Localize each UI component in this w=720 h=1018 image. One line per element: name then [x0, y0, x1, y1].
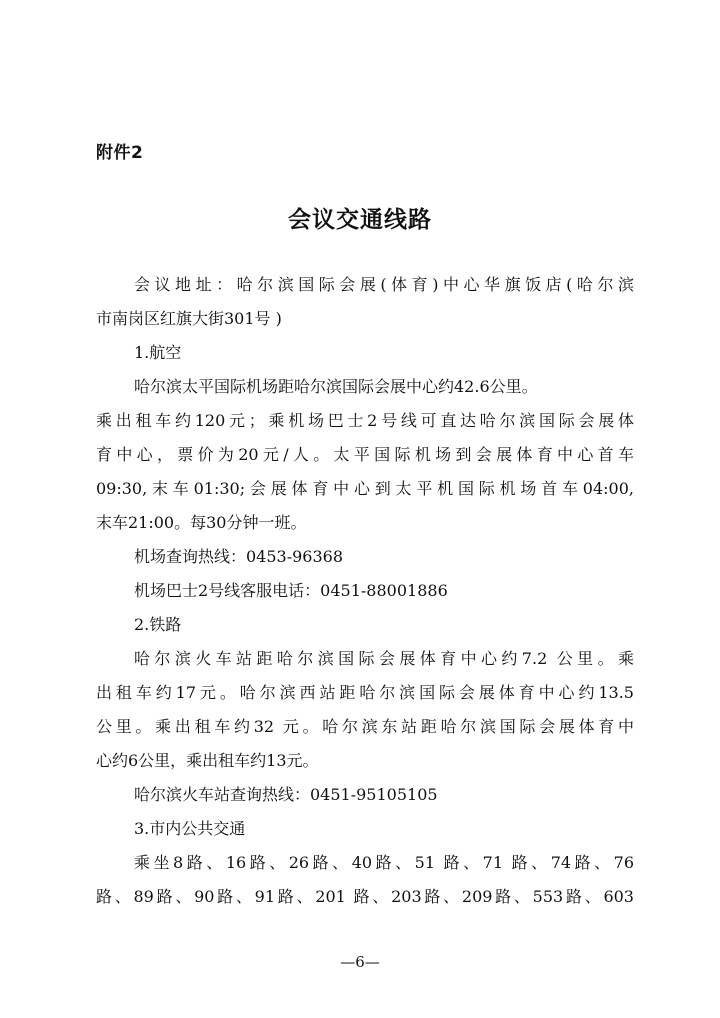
bus-text-line-1: 乘坐8路、16路、26路、40路、51 路、71 路、74路、76 — [134, 853, 634, 872]
rail-text-line-3: 公里。乘出租车约32 元。哈尔滨东站距哈尔滨国际会展体育中 — [96, 717, 634, 736]
air-text-line-3: 育中心，票价为20元/人。太平国际机场到会展体育中心首车 — [96, 445, 634, 464]
document-body — [96, 268, 634, 914]
air-text-line-2: 乘出租车约120元；乘机场巴士2号线可直达哈尔滨国际会展体 — [96, 411, 634, 430]
airport-hotline: 机场查询热线：0453-96368 — [134, 547, 344, 566]
document-title: 会议交通线路 — [288, 207, 432, 233]
rail-text-line-4: 心约6公里，乘出租车约13元。 — [96, 751, 319, 770]
rail-text-line-1: 哈尔滨火车站距哈尔滨国际会展体育中心约7.2 公里。乘 — [134, 649, 634, 668]
attachment-label: 附件2 — [96, 143, 144, 163]
railway-hotline: 哈尔滨火车站查询热线：0451-95105105 — [134, 785, 438, 804]
air-text-line-4: 09:30,末车01:30;会展体育中心到太平机国际机场首车04:00, — [96, 479, 634, 498]
rail-text-line-2: 出租车约17元。哈尔滨西站距哈尔滨国际会展体育中心约13.5 — [96, 683, 634, 702]
air-text-line-1: 哈尔滨太平国际机场距哈尔滨国际会展中心约42.6公里。 — [134, 377, 538, 396]
section-heading-public-transit: 3.市内公共交通 — [134, 819, 246, 838]
page-number: —6— — [340, 953, 380, 971]
address-line-2: 市南岗区红旗大街301号 ) — [96, 309, 282, 328]
bus-text-line-2: 路、89路、90路、91路、201 路、203路、209路、553路、603 — [96, 887, 634, 906]
airport-bus-service-phone: 机场巴士2号线客服电话：0451-88001886 — [134, 581, 448, 600]
section-heading-air: 1.航空 — [134, 343, 182, 362]
section-heading-rail: 2.铁路 — [134, 615, 182, 634]
air-text-line-5: 末车21:00。每30分钟一班。 — [96, 513, 307, 532]
address-line-1: 会议地址：哈尔滨国际会展(体育)中心华旗饭店(哈尔滨 — [134, 275, 634, 294]
